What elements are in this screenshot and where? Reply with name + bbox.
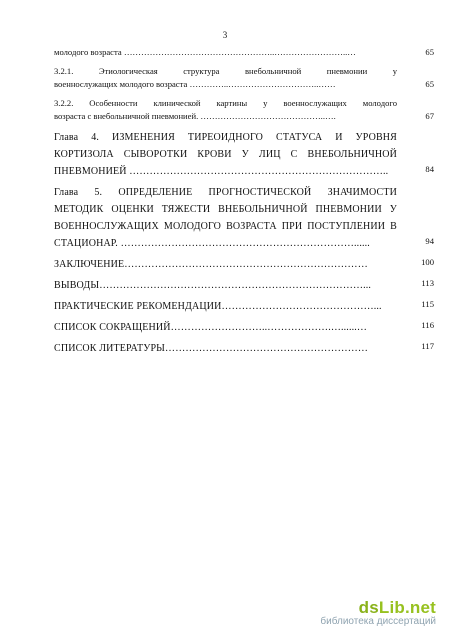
toc-page-number: 117 bbox=[421, 341, 434, 351]
page-number: 3 bbox=[222, 30, 228, 40]
toc-page-number: 67 bbox=[425, 111, 434, 121]
toc-entry-title bbox=[54, 97, 397, 123]
toc-line: КОРТИЗОЛА СЫВОРОТКИ КРОВИ У ЛИЦ С ВНЕБОЛЬНИЧНОЙ bbox=[54, 149, 397, 160]
toc-page-number: 115 bbox=[421, 299, 434, 309]
dslib-subtitle: библиотека диссертаций bbox=[320, 616, 436, 627]
logo-prefix: ds bbox=[358, 598, 379, 617]
toc-page-number: 113 bbox=[421, 278, 434, 288]
toc-page-number: 65 bbox=[425, 79, 434, 89]
toc-line: СТАЦИОНАР. ……………………………………………………………...... bbox=[54, 238, 370, 249]
toc-page-number: 84 bbox=[425, 164, 434, 174]
toc-entry[interactable] bbox=[54, 340, 434, 357]
toc-entry[interactable] bbox=[54, 184, 434, 252]
toc-line: 3.2.1. Этиологическая структура внебольничной пневмонии у bbox=[54, 66, 397, 76]
toc-page-number: 100 bbox=[421, 257, 434, 267]
toc-line: Глава 4. ИЗМЕНЕНИЯ ТИРЕОИДНОГО СТАТУСА И УРОВНЯ bbox=[54, 132, 397, 143]
toc-entry-title bbox=[54, 184, 397, 252]
toc-entry-title bbox=[54, 256, 397, 273]
toc-entry[interactable] bbox=[54, 319, 434, 336]
toc-entry[interactable] bbox=[54, 65, 434, 91]
toc-line: молодого возраста ……………………………………………..……………………..… bbox=[54, 47, 356, 57]
toc-line: ПРАКТИЧЕСКИЕ РЕКОМЕНДАЦИИ………………………………………... bbox=[54, 301, 382, 312]
toc-line: военнослужащих молодого возраста …………..…………………………..…… bbox=[54, 79, 336, 89]
toc-entry[interactable] bbox=[54, 256, 434, 273]
dslib-watermark[interactable] bbox=[320, 598, 436, 627]
toc-entry-title bbox=[54, 277, 397, 294]
toc-entry[interactable] bbox=[54, 97, 434, 123]
toc-line: ВОЕННОСЛУЖАЩИХ МОЛОДОГО ВОЗРАСТА ПРИ ПОСТУПЛЕНИИ В bbox=[54, 221, 397, 232]
toc-entry[interactable] bbox=[54, 277, 434, 294]
toc-line: МЕТОДИК ОЦЕНКИ ТЯЖЕСТИ ВНЕБОЛЬНИЧНОЙ ПНЕВМОНИИ У bbox=[54, 204, 397, 215]
toc-line: СПИСОК СОКРАЩЕНИЙ………………………..……………….…......… bbox=[54, 322, 368, 333]
dslib-logo bbox=[320, 598, 436, 618]
toc-entry-title bbox=[54, 340, 397, 357]
toc-entry-title bbox=[54, 298, 397, 315]
toc-line: ПНЕВМОНИЕЙ ………………………………………………………………….. bbox=[54, 166, 389, 177]
toc-entry[interactable] bbox=[54, 129, 434, 180]
toc-page-number: 94 bbox=[425, 236, 434, 246]
toc-line: СПИСОК ЛИТЕРАТУРЫ…………………………………………………… bbox=[54, 343, 369, 354]
table-of-contents bbox=[54, 46, 434, 361]
toc-line: Глава 5. ОПРЕДЕЛЕНИЕ ПРОГНОСТИЧЕСКОЙ ЗНАЧИМОСТИ bbox=[54, 187, 397, 198]
toc-entry[interactable] bbox=[54, 46, 434, 59]
toc-entry-title bbox=[54, 46, 397, 59]
toc-entry-title bbox=[54, 65, 397, 91]
toc-entry[interactable] bbox=[54, 298, 434, 315]
toc-page-number: 116 bbox=[421, 320, 434, 330]
logo-rest: Lib.net bbox=[378, 598, 436, 617]
toc-page-number: 65 bbox=[425, 47, 434, 57]
toc-line: 3.2.2. Особенности клинической картины у военнослужащих молодого bbox=[54, 98, 397, 108]
toc-line: ЗАКЛЮЧЕНИЕ……………………………………………………………… bbox=[54, 259, 368, 270]
toc-entry-title bbox=[54, 129, 397, 180]
toc-line: возраста с внебольничной пневмонией. ……………………………………..…. bbox=[54, 111, 336, 121]
toc-line: ВЫВОДЫ……………………………………………………………………... bbox=[54, 280, 372, 291]
toc-entry-title bbox=[54, 319, 397, 336]
